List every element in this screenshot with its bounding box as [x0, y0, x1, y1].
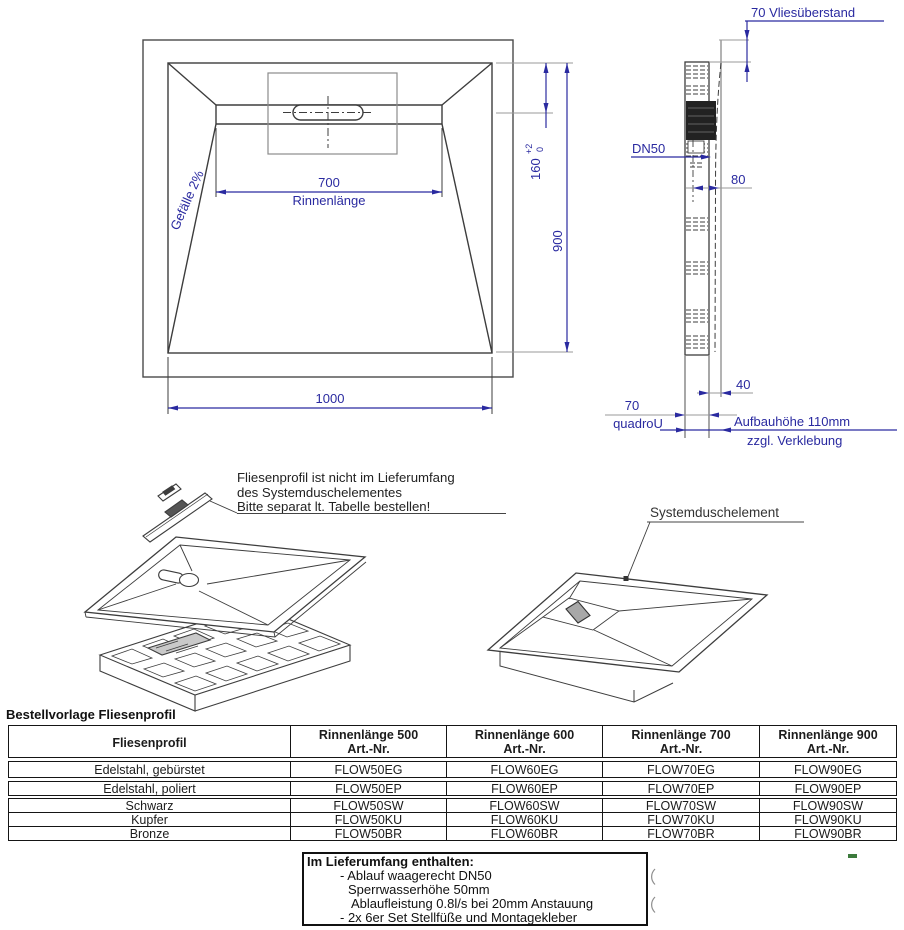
table-row [8, 826, 897, 841]
article-number: FLOW50EP [291, 782, 447, 795]
column-header-700-line1: Rinnenlänge 700 [631, 728, 731, 742]
scan-artifact-marks [652, 869, 655, 913]
note-leader-line [210, 501, 237, 513]
exploded-tray-drain [180, 574, 199, 587]
article-number: FLOW60EP [447, 782, 603, 795]
article-number: FLOW70BR [603, 827, 760, 840]
row-name: Bronze [9, 827, 291, 840]
column-header-900-line2: Art.-Nr. [806, 742, 850, 756]
drain-size-label: DN50 [632, 141, 666, 156]
article-number: FLOW70SW [603, 799, 760, 812]
column-header-900 [760, 726, 896, 757]
article-number: FLOW50EG [291, 762, 447, 777]
row-name: Edelstahl, gebürstet [9, 762, 291, 777]
exploded-tray [85, 537, 366, 637]
column-header-700 [603, 726, 760, 757]
order-table [8, 725, 897, 841]
row-name: Schwarz [9, 799, 291, 812]
column-header-600-line1: Rinnenlänge 600 [474, 728, 575, 742]
build-height-label: Aufbauhöhe 110mm [734, 414, 851, 429]
article-number: FLOW90EG [793, 763, 863, 777]
plan-dimension-arrows [168, 63, 570, 411]
article-number: FLOW70KU [603, 813, 760, 826]
scope-item: - 2x 6er Set Stellfüße und Montagekleber [340, 910, 578, 925]
table-row [8, 761, 897, 778]
article-number: FLOW50SW [291, 799, 447, 812]
row-name: Edelstahl, poliert [9, 782, 291, 795]
article-number: FLOW60SW [447, 799, 603, 812]
article-number: FLOW90BR [794, 827, 862, 840]
side-drain-outlet [688, 141, 704, 153]
element-leader-tip [624, 576, 629, 581]
side-dimensions-blue [631, 21, 897, 430]
dim-label-width: 1000 [315, 391, 345, 406]
article-number: FLOW60BR [447, 827, 603, 840]
system-element-view [488, 522, 767, 702]
article-number: FLOW90KU [794, 813, 862, 826]
scope-item: - Ablauf waagerecht DN50 [340, 868, 492, 883]
scope-of-delivery-box [302, 852, 648, 926]
article-number: FLOW90EP [794, 782, 862, 795]
table-row [8, 812, 897, 827]
plan-view [143, 40, 573, 414]
table-row [8, 798, 897, 813]
column-header-600-line2: Art.-Nr. [503, 742, 546, 756]
scope-item: Sperrwasserhöhe 50mm [348, 882, 490, 897]
element-leader-line [627, 522, 650, 579]
dim-label-offset: 160 [528, 158, 543, 180]
column-header-700-line2: Art.-Nr. [659, 742, 703, 756]
profile-note-line3: Bitte separat lt. Tabelle bestellen! [237, 499, 431, 514]
dim-label-80: 80 [731, 172, 746, 187]
article-number: FLOW70EP [603, 782, 760, 795]
plan-extension-lines-gray [496, 63, 573, 352]
board-name-label: quadroU [613, 416, 663, 431]
article-number: FLOW60KU [447, 813, 603, 826]
order-table-title: Bestellvorlage Fliesenprofil [6, 707, 176, 722]
article-number: FLOW70EG [603, 762, 760, 777]
dim-tolerance-plus: +2 [524, 143, 534, 154]
table-header-row [8, 725, 897, 758]
dim-label-channel-length: 700 [318, 175, 340, 190]
plan-extension-lines-dark [168, 128, 492, 414]
scope-item: Ablaufleistung 0.8l/s bei 20mm Anstauung [351, 896, 594, 911]
profile-note-line2: des Systemduschelementes [237, 485, 402, 500]
element-label: Systemduschelement [650, 505, 780, 520]
article-number: FLOW50KU [291, 813, 447, 826]
table-row [8, 781, 897, 796]
column-header-fliesenprofil: Fliesenprofil [9, 726, 291, 757]
build-height-label2: zzgl. Verklebung [747, 433, 843, 448]
dim-tolerance-minus: 0 [535, 146, 545, 152]
article-number: FLOW90SW [792, 799, 864, 812]
column-header-500-line1: Rinnenlänge 500 [318, 728, 419, 742]
side-bottom-extensions [685, 356, 709, 438]
scope-title: Im Lieferumfang enthalten: [307, 854, 474, 869]
article-number: FLOW50BR [291, 827, 447, 840]
fleece-label: 70 Vliesüberstand [751, 5, 856, 20]
scan-artifact-green [848, 854, 857, 858]
row-name: Kupfer [9, 813, 291, 826]
dim-label-depth: 900 [550, 230, 565, 252]
profile-note-line1: Fliesenprofil ist nicht im Lieferumfang [237, 470, 455, 485]
dim-caption-channel: Rinnenlänge [292, 193, 366, 208]
dim-label-40: 40 [736, 377, 751, 392]
exploded-tile-profile [143, 484, 237, 542]
slope-label: Gefälle 2% [167, 168, 207, 233]
column-header-900-line1: Rinnenlänge 900 [778, 728, 878, 742]
plan-dimensions [168, 63, 567, 408]
column-header-500-line2: Art.-Nr. [347, 742, 390, 756]
exploded-view [85, 484, 366, 711]
article-number: FLOW60EG [447, 762, 603, 777]
column-header-500 [291, 726, 447, 757]
side-drain-fitting [686, 101, 716, 140]
side-view [605, 40, 753, 438]
dim-label-70: 70 [624, 398, 640, 413]
column-header-600 [447, 726, 603, 757]
